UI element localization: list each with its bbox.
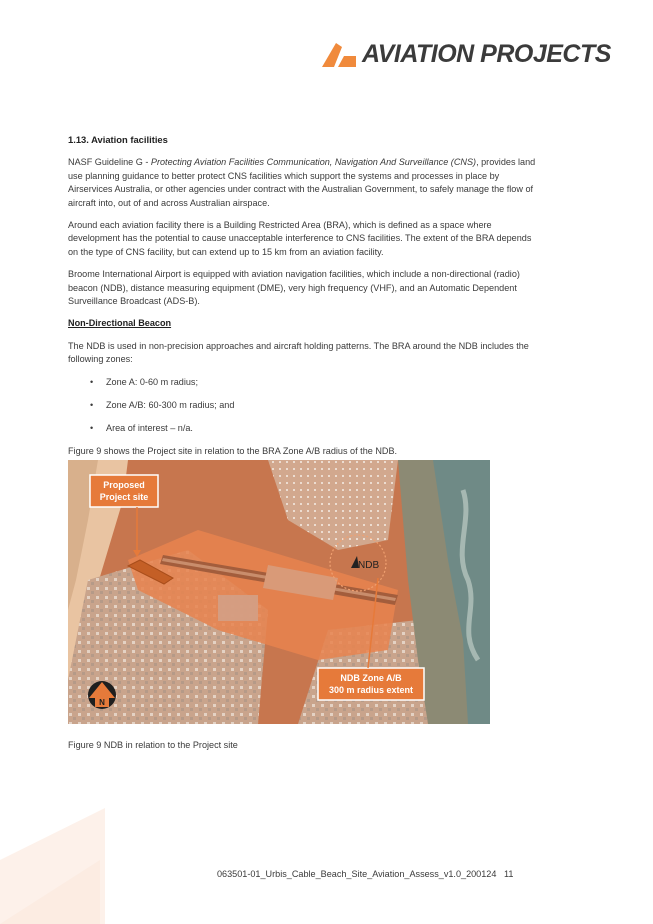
page-number: 11: [504, 869, 514, 879]
paragraph-ndb: The NDB is used in non-precision approaches and aircraft holding patterns. The BRA around the NDB includes the following zones:: [68, 340, 529, 365]
paragraph-facilities: Broome International Airport is equipped with aviation navigation facilities, which include a non-directional (radio) beacon (NDB), distance measuring equipment (DME), very high frequency (VHF), and an Automatic Dependent Surveillance Broadcast (ADS-B).: [68, 269, 520, 307]
logo-text: AVIATION PROJECTS: [362, 40, 611, 68]
page-footer: [217, 869, 513, 879]
company-logo: [322, 40, 611, 69]
section-content: [68, 133, 538, 467]
paragraph-figure-ref: Figure 9 shows the Project site in relation to the BRA Zone A/B radius of the NDB.: [68, 445, 398, 456]
paragraph-nasf: NASF Guideline G - Protecting Aviation Facilities Communication, Navigation And Surveillance (CNS), provides land use planning guidance to better protect CNS facilities which support the systems and processes in place by Airservices Australia, or other agencies under contract with the Australian Government, to safely manage the flow of aircraft into, out of and across Australian airspace.: [68, 157, 536, 208]
logo-mark-icon: [322, 43, 356, 67]
figure-caption: Figure 9 NDB in relation to the Project site: [68, 740, 238, 750]
label-project-site-line1: Proposed: [103, 480, 145, 490]
document-reference: 063501-01_Urbis_Cable_Beach_Site_Aviation_Assess_v1.0_200124: [217, 869, 497, 879]
ndb-label: NDB: [358, 560, 380, 571]
aerial-map: [68, 460, 490, 724]
north-arrow-icon: [88, 681, 116, 709]
list-item: • Zone A/B: 60-300 m radius; and: [68, 399, 538, 412]
aerial-map-figure: [68, 460, 490, 724]
north-label: N: [99, 698, 105, 707]
subheading-ndb: Non-Directional Beacon: [68, 318, 172, 329]
label-ndb-zone-line1: NDB Zone A/B: [340, 673, 402, 683]
list-item: • Area of interest – n/a.: [68, 422, 538, 435]
label-ndb-zone-line2: 300 m radius extent: [328, 685, 414, 695]
zone-list: [68, 376, 538, 435]
label-project-site-line2: Project site: [99, 492, 149, 502]
section-heading: 1.13. Aviation facilities: [68, 134, 168, 145]
paragraph-bra: Around each aviation facility there is a Building Restricted Area (BRA), which is defined as a space where development has the potential to cause unacceptable interference to CNS facilities. The extent of the BRA depends on the type of CNS facility, but can extend up to 15 km from an aviation facility.: [68, 220, 532, 257]
list-item: • Zone A: 0-60 m radius;: [68, 376, 538, 389]
